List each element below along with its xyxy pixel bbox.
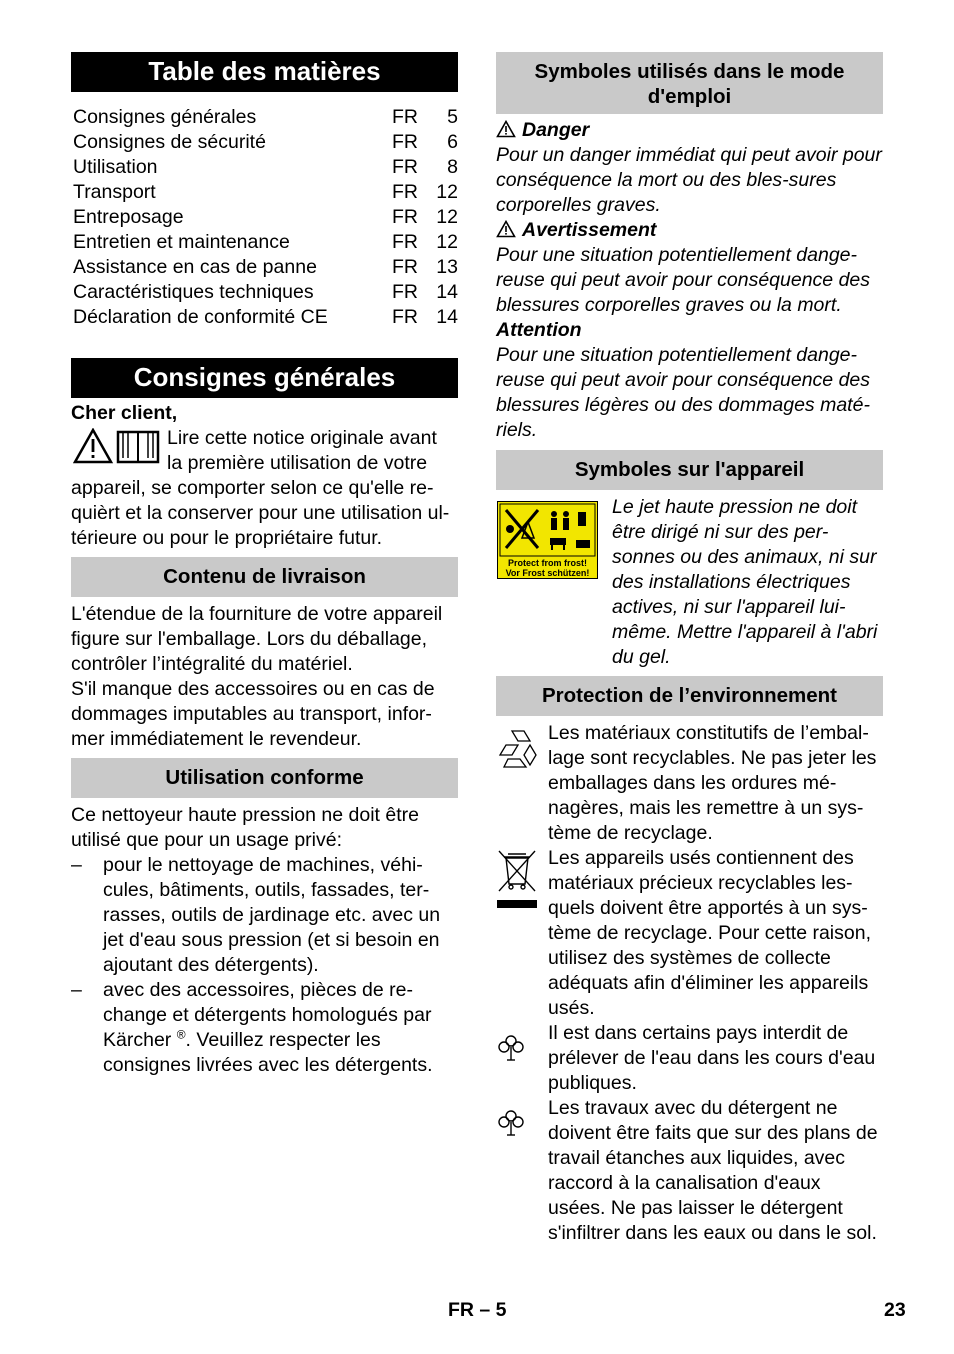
toc-entry-page: 8 [447,156,458,178]
environment-text-1: Les matériaux constitutifs de l’embal-lage sont recyclables. Ne pas jeter les emballages dans les ordures mé-nagères, mais les remettre à un sys-tème de recyclage. [548,722,877,844]
toc-entry-page: 12 [436,206,458,228]
toc-entry-title: Déclaration de conformité CE [73,306,328,328]
toc-entry-title: Consignes générales [73,106,257,128]
toc-entry-lang: FR [392,256,418,278]
toc-entry-page: 13 [436,256,458,278]
recycle-icon [496,727,540,778]
frost-label-text [498,558,597,578]
device-symbol-text: Le jet haute pression ne doit être dirigé ni sur des per-sonnes ou des animaux, ni sur des installations électriques actives, ni sur l'appareil lui-même. Mettre l'appareil à l'abri du gel. [612,496,878,668]
list-item [496,846,883,1021]
symbols-device-heading: Symboles sur l'appareil [496,450,883,490]
crossed-bin-icon [496,848,538,917]
warning-text: Pour une situation potentiellement dange-reuse qui peut avoir pour conséquence des blessures corporelles graves ou la mort. [496,244,871,316]
warning-triangle-book-icon [73,428,163,464]
toc-entry-lang: FR [392,281,418,303]
toc-row [71,230,458,255]
toc-entry-lang: FR [392,206,418,228]
attention-label: Attention [496,319,582,341]
environment-heading: Protection de l’environnement [496,676,883,716]
footer-page-number: 23 [884,1299,906,1321]
symbols-manual-heading: Symboles utilisés dans le mode d'emploi [496,52,883,114]
use-p1: Ce nettoyeur haute pression ne doit être utilisé que pour un usage privé: [71,804,419,851]
danger-label-row [496,118,883,143]
environment-text-4: Les travaux avec du détergent ne doivent être faits que sur des plans de travail étanches aux liquides, avec raccord à la canalisation d'eaux usées. Ne pas laisser le détergent s'infiltrer dans les eaux ou dans le sol. [548,1097,878,1244]
toc-row [71,180,458,205]
warning-label: Avertissement [522,219,657,241]
toc-entry-title: Caractéristiques techniques [73,281,314,303]
bullet-dash: – [71,979,82,1001]
toc-row [71,155,458,180]
list-item [496,1021,883,1096]
use-item-1: pour le nettoyage de machines, véhi-cules, bâtiments, outils, fassades, ter-rasses, outils de jardinage etc. avec un jet d'eau sous pression (et si besoin en ajoutant des détergents). [103,854,441,976]
toc-row [71,280,458,305]
device-symbol-block [496,495,883,670]
delivery-p1: L'étendue de la fourniture de votre appareil figure sur l'emballage. Lors du déballage, contrôler l’intégralité du matériel. [71,603,443,675]
tree-icon [496,1033,526,1070]
warning-label-row [496,218,883,243]
intro-line-2: la première utilisation de votre [167,452,428,474]
list-item [496,721,883,846]
toc-entry-lang: FR [392,106,418,128]
environment-text-2: Les appareils usés contiennent des matériaux précieux recyclables les-quels doivent être apportés à un sys-tème de recyclage. Pour cette raison, utilisez des systèmes de collecte adéquats afin d'éliminer les appareils usés. [548,847,871,1019]
toc-entry-title: Assistance en cas de panne [73,256,317,278]
delivery-heading: Contenu de livraison [71,557,458,597]
left-column [71,52,458,1078]
delivery-p2: S'il manque des accessoires ou en cas de dommages imputables au transport, infor-mer immédiatement le revendeur. [71,678,435,750]
toc-entry-lang: FR [392,231,418,253]
toc-entry-page: 14 [436,306,458,328]
registered-mark: ® [176,1027,186,1042]
toc-entry-title: Entretien et maintenance [73,231,290,253]
use-item-2: avec des accessoires, pièces de re-change et détergents homologués par Kärcher [103,979,432,1051]
toc-row [71,105,458,130]
warning-triangle-icon [496,220,516,238]
toc-row [71,205,458,230]
footer-section-label: FR – 5 [448,1299,507,1321]
attention-text: Pour une situation potentiellement dange-reuse qui peut avoir pour conséquence des blessures légères ou des dommages maté-riels. [496,344,871,441]
toc-entry-page: 14 [436,281,458,303]
toc-list [71,105,458,330]
toc-entry-page: 12 [436,181,458,203]
list-item [71,978,458,1078]
intro-rest: appareil, se comporter selon ce qu'elle re-quièrt et la conserver pour une utilisation ul-térieure ou pour le propriétaire futur. [71,477,450,549]
tree-icon [496,1108,526,1145]
toc-entry-title: Entreposage [73,206,184,228]
toc-entry-page: 5 [447,106,458,128]
general-heading: Consignes générales [71,358,458,398]
toc-entry-lang: FR [392,306,418,328]
danger-label: Danger [522,119,590,141]
toc-entry-lang: FR [392,156,418,178]
toc-entry-page: 6 [447,131,458,153]
list-item [71,853,458,978]
use-list [71,853,458,1078]
right-column [496,52,883,1246]
no-spray-people-animals-icon [498,502,597,558]
frost-label-de: Vor Frost schützen! [505,568,590,578]
toc-row [71,255,458,280]
environment-list [496,721,883,1246]
toc-row [71,305,458,330]
intro-with-icons [71,426,458,476]
manual-warning-icons [73,428,163,471]
toc-row [71,130,458,155]
toc-entry-lang: FR [392,181,418,203]
environment-text-3: Il est dans certains pays interdit de prélever de l'eau dans les cours d'eau publiques. [548,1022,876,1094]
toc-entry-lang: FR [392,131,418,153]
bullet-dash: – [71,854,82,876]
greeting: Cher client, [71,402,178,424]
list-item [496,1096,883,1246]
toc-entry-title: Consignes de sécurité [73,131,266,153]
warning-triangle-icon [496,120,516,138]
toc-entry-page: 12 [436,231,458,253]
intro-line-1: Lire cette notice originale avant [167,427,437,449]
frost-warning-label [497,501,598,579]
toc-heading: Table des matières [71,52,458,92]
danger-text: Pour un danger immédiat qui peut avoir pour conséquence la mort ou des bles-sures corporelles graves. [496,144,882,216]
frost-label-en: Protect from frost! [507,558,587,568]
toc-entry-title: Utilisation [73,156,158,178]
use-item-2-tail: . Veuillez respecter les consignes livrées avec les détergents. [103,1029,433,1076]
toc-entry-title: Transport [73,181,156,203]
use-heading: Utilisation conforme [71,758,458,798]
